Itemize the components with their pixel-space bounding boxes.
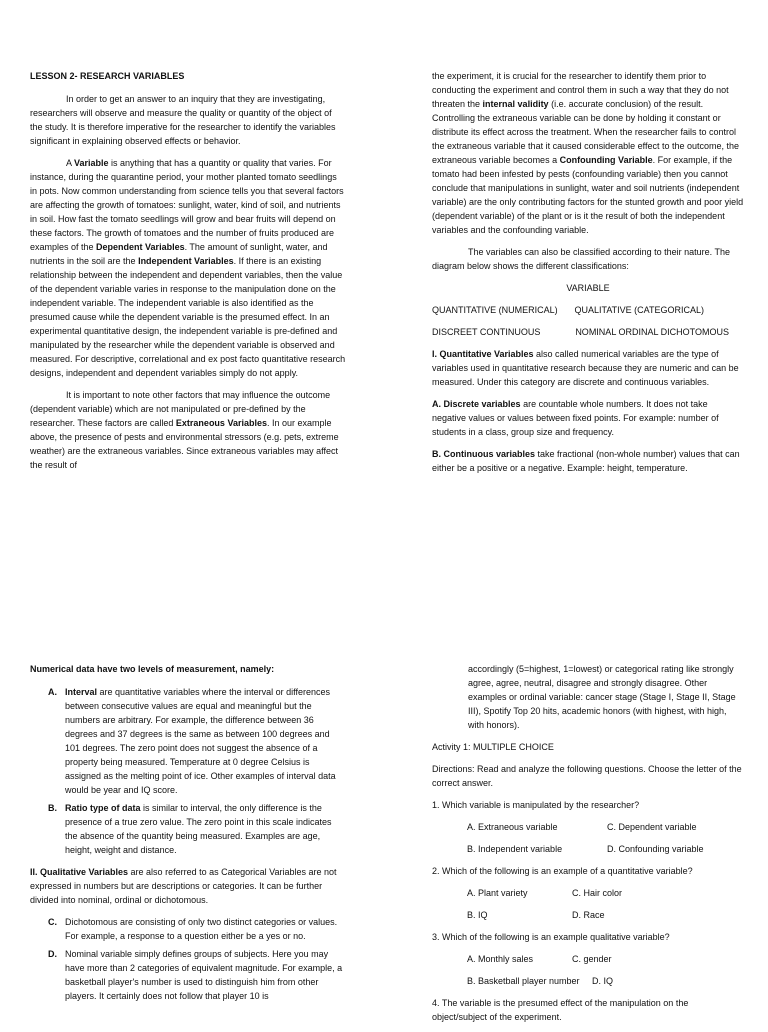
option-a[interactable]: A. Monthly sales	[467, 954, 534, 964]
page1-right-column	[432, 69, 744, 483]
continuous-variables-paragraph: B. Continuous variables take fractional (non-whole number) values that can either be a positive or a negative. Example: height, temperature.	[432, 449, 740, 473]
diagram-quantitative: QUANTITATIVE (NUMERICAL)	[432, 305, 558, 315]
question-2-options-row-1	[467, 886, 744, 900]
question-3: 3. Which of the following is an example qualitative variable?	[432, 932, 670, 942]
extraneous-variables-paragraph: It is important to note other factors that may influence the outcome (dependent variable) which are not manipulated or pre-defined by the researcher. These factors are called Extraneous Variables. In our example above, the presence of pests and environmental stressors (e.g. pets, extreme weather) are the extraneous variables. Since extraneous variables may affect the result of	[30, 390, 339, 470]
question-1-options-row-2	[467, 842, 744, 856]
list-item-nominal: D. Nominal variable simply defines groups of subjects. Here you may have more than 2 categories of equivalent magnitude. For example, a basketball player's number is used to distinguish him from other players. It certainly does not follow that player 10 is	[48, 949, 343, 1001]
page2-left-column	[30, 662, 346, 1007]
option-d[interactable]: D. IQ	[592, 976, 614, 986]
page2-right-column	[432, 662, 744, 1032]
quantitative-variables-paragraph: I. Quantitative Variables also called numerical variables are the type of variables used in quantitative research because they are numeric and can be measured. Under this category are discrete and continuous variables.	[432, 349, 739, 387]
variable-definition-paragraph: A Variable is anything that has a quantity or quality that varies. For instance, during the quarantine period, your mother planted tomato seedlings in pots. Now common understanding from science tells you that several factors are affecting the growth of tomatoes: sunlight, water, kind of soil, and nutrients in soil. How fast the tomato seedlings will grow and bear fruits will depend on these factors. The growth of tomatoes and the number of fruits produced are examples of the Dependent Variables. The amount of sunlight, water, and nutrients in the soil are the Independent Variables. If there is an existing relationship between the independent and dependent variables, then the value of the dependent variable varies in response to the manipulation done on the independent variable. The independent variable is also identified as the presumed cause while the dependent variable is the presumed effect. In an experimental quantitative design, the independent variable is pre-defined and manipulated by the researcher while the dependent variable is observed and measured. For descriptive, correlational and ex post facto quantitative research designs, independent and dependent variables simply do not apply.	[30, 158, 346, 378]
activity-directions: Directions: Read and analyze the following questions. Choose the letter of the correct answer.	[432, 764, 742, 788]
option-a[interactable]: A. Plant variety	[467, 888, 528, 898]
diagram-qualitative-types: NOMINAL ORDINAL DICHOTOMOUS	[575, 327, 729, 337]
option-b[interactable]: B. Independent variable	[467, 844, 563, 854]
question-2-options-row-2	[467, 908, 744, 922]
question-1: 1. Which variable is manipulated by the researcher?	[432, 800, 640, 810]
page1-left-column	[30, 69, 346, 480]
option-b[interactable]: B. IQ	[467, 910, 488, 920]
option-a[interactable]: A. Extraneous variable	[467, 822, 558, 832]
option-d[interactable]: D. Race	[572, 910, 605, 920]
list-item-ratio: B. Ratio type of data is similar to interval, the only difference is the presence of a true zero value. The zero point in this scale indicates the absence of the quantity being measured. Examples are age, height, weight and distance.	[48, 803, 332, 855]
diagram-level-1	[432, 303, 744, 317]
list-label: A.	[48, 687, 57, 697]
discrete-variables-paragraph: A. Discrete variables are countable whole numbers. It does not take negative values or values between fixed points. For example: number of students in a class, group size and frequency.	[432, 399, 719, 437]
question-1-options-row-1	[467, 820, 744, 834]
diagram-level-2	[432, 325, 744, 339]
option-c[interactable]: C. Dependent variable	[607, 822, 697, 832]
option-c[interactable]: C. Hair color	[572, 888, 623, 898]
ordinal-continuation: accordingly (5=highest, 1=lowest) or categorical rating like strongly agree, agree, neutral, disagree and strongly disagree. Other examples or ordinal variable: cancer stage (Stage I, Stage II, Stage III), Spotify Top 20 hits, academic honors (with highest, with high, with honors).	[468, 664, 736, 730]
classification-intro-paragraph: The variables can also be classified according to their nature. The diagram below shows the different classifications:	[432, 247, 730, 271]
option-b[interactable]: B. Basketball player number	[467, 976, 580, 986]
diagram-quantitative-types: DISCREET CONTINUOUS	[432, 327, 541, 337]
question-3-options-row-2	[467, 974, 744, 988]
list-label: B.	[48, 803, 57, 813]
intro-paragraph: In order to get an answer to an inquiry that they are investigating, researchers will observe and measure the quality or quantity of the object of the study. It is therefore imperative for the researcher to identify the variables significant in explaining observed effects or behavior.	[30, 94, 336, 146]
qualitative-variables-paragraph: II. Qualitative Variables are also referred to as Categorical Variables are not expressed in numbers but are descriptions or categories. It can be further divided into nominal, ordinal or dichotomous.	[30, 867, 337, 905]
lesson-title: LESSON 2- RESEARCH VARIABLES	[30, 71, 185, 81]
list-item-dichotomous: C. Dichotomous are consisting of only two distinct categories or values. For example, a response to a question either be a yes or no.	[48, 917, 338, 941]
levels-heading: Numerical data have two levels of measurement, namely:	[30, 664, 275, 674]
option-c[interactable]: C. gender	[572, 954, 612, 964]
question-3-options-row-1	[467, 952, 744, 966]
list-label: C.	[48, 917, 57, 927]
diagram-root: VARIABLE	[566, 283, 610, 293]
option-d[interactable]: D. Confounding variable	[607, 844, 704, 854]
question-4: 4. The variable is the presumed effect of the manipulation on the object/subject of the experiment.	[432, 998, 689, 1022]
question-2: 2. Which of the following is an example of a quantitative variable?	[432, 866, 693, 876]
confounding-variable-paragraph: the experiment, it is crucial for the researcher to identify them prior to conducting the experiment and control them in such a way that they do not threaten the internal validity (i.e. accurate conclusion) of the result. Controlling the extraneous variable can be done by holding it constant or distribute its effect across the treatment. When the researcher fails to control the extraneous variable that it caused considerable effect to the outcome, the extraneous variable becomes a Confounding Variable. For example, if the tomato had been infested by pests (confounding variable) then you cannot conclude that manipulations in sunlight, water and soil nutrients (independent variable) are the only contributing factors for the stunted growth and poor yield (dependent variable) of the plant or is it the result of both the independent variables and the confounding variable.	[432, 71, 744, 235]
diagram-qualitative: QUALITATIVE (CATEGORICAL)	[574, 305, 704, 315]
activity-title: Activity 1: MULTIPLE CHOICE	[432, 742, 554, 752]
list-label: D.	[48, 949, 57, 959]
list-item-interval: A. Interval are quantitative variables where the interval or differences between consecutive values are equal and meaningful but the numbers are arbitrary. For example, the difference between 36 degrees and 37 degrees is the same as between 100 degrees and 101 degrees. The zero point does not suggest the absence of a property being measured. Temperature at 0 degree Celsius is assigned as the melting point of ice. Other examples of interval data would be year and IQ score.	[48, 687, 336, 795]
